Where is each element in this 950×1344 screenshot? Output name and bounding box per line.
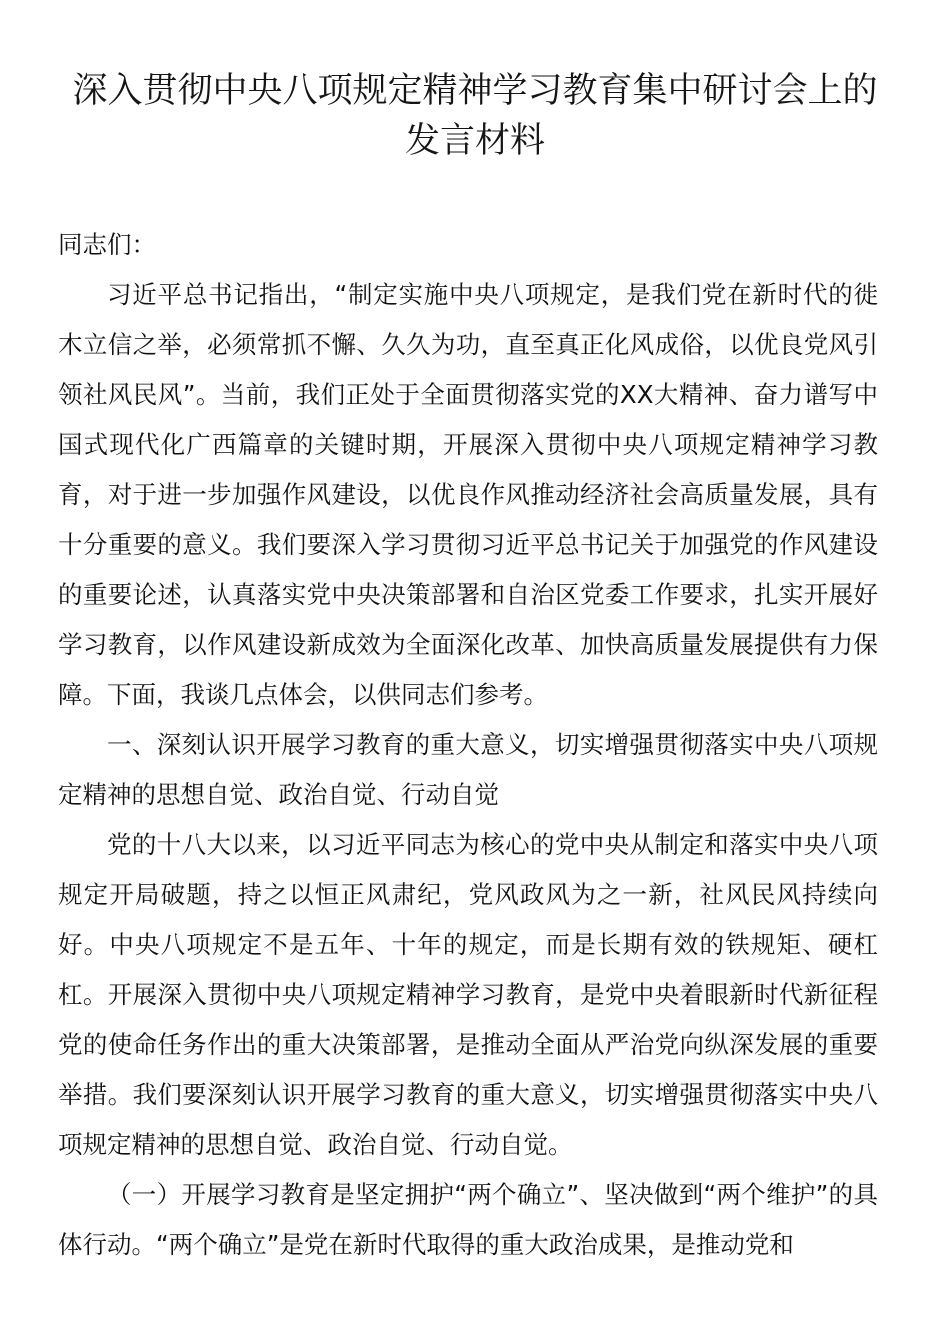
document-title bbox=[40, 66, 910, 166]
salutation: 同志们： bbox=[58, 230, 156, 259]
title-line-1: 深入贯彻中央八项规定精神学习教育集中研讨会上的 bbox=[72, 71, 878, 111]
title-line-2: 发言材料 bbox=[404, 121, 545, 161]
document-body bbox=[58, 220, 878, 1270]
paragraph-section-1: 党的十八大以来，以习近平同志为核心的党中央从制定和落实中央八项规定开局破题，持之以恒正风肃纪，党风政风为之一新，社风民风持续向好。中央八项规定不是五年、十年的规定，而是长期有效的铁规矩、硬杠杠。开展深入贯彻中央八项规定精神学习教育，是党中央着眼新时代新征程党的使命任务作出的重大决策部署，是推动全面从严治党向纵深发展的重要举措。我们要深刻认识开展学习教育的重大意义，切实增强贯彻落实中央八项规定精神的思想自觉、政治自觉、行动自觉。 bbox=[58, 830, 878, 1159]
paragraph-subsection-1: （一）开展学习教育是坚定拥护“两个确立”、坚决做到“两个维护”的具体行动。“两个确立”是党在新时代取得的重大政治成果，是推动党和 bbox=[58, 1180, 878, 1259]
paragraph-intro: 习近平总书记指出，“制定实施中央八项规定，是我们党在新时代的徙木立信之举，必须常抓不懈、久久为功，直至真正化风成俗，以优良党风引领社风民风”。当前，我们正处于全面贯彻落实党的XX大精神、奋力谱写中国式现代化广西篇章的关键时期，开展深入贯彻中央八项规定精神学习教育，对于进一步加强作风建设，以优良作风推动经济社会高质量发展，具有十分重要的意义。我们要深入学习贯彻习近平总书记关于加强党的作风建设的重要论述，认真落实党中央决策部署和自治区党委工作要求，扎实开展好学习教育，以作风建设新成效为全面深化改革、加快高质量发展提供有力保障。下面，我谈几点体会，以供同志们参考。 bbox=[58, 280, 878, 709]
section-heading-1: 一、深刻认识开展学习教育的重大意义，切实增强贯彻落实中央八项规定精神的思想自觉、政治自觉、行动自觉 bbox=[58, 730, 878, 809]
